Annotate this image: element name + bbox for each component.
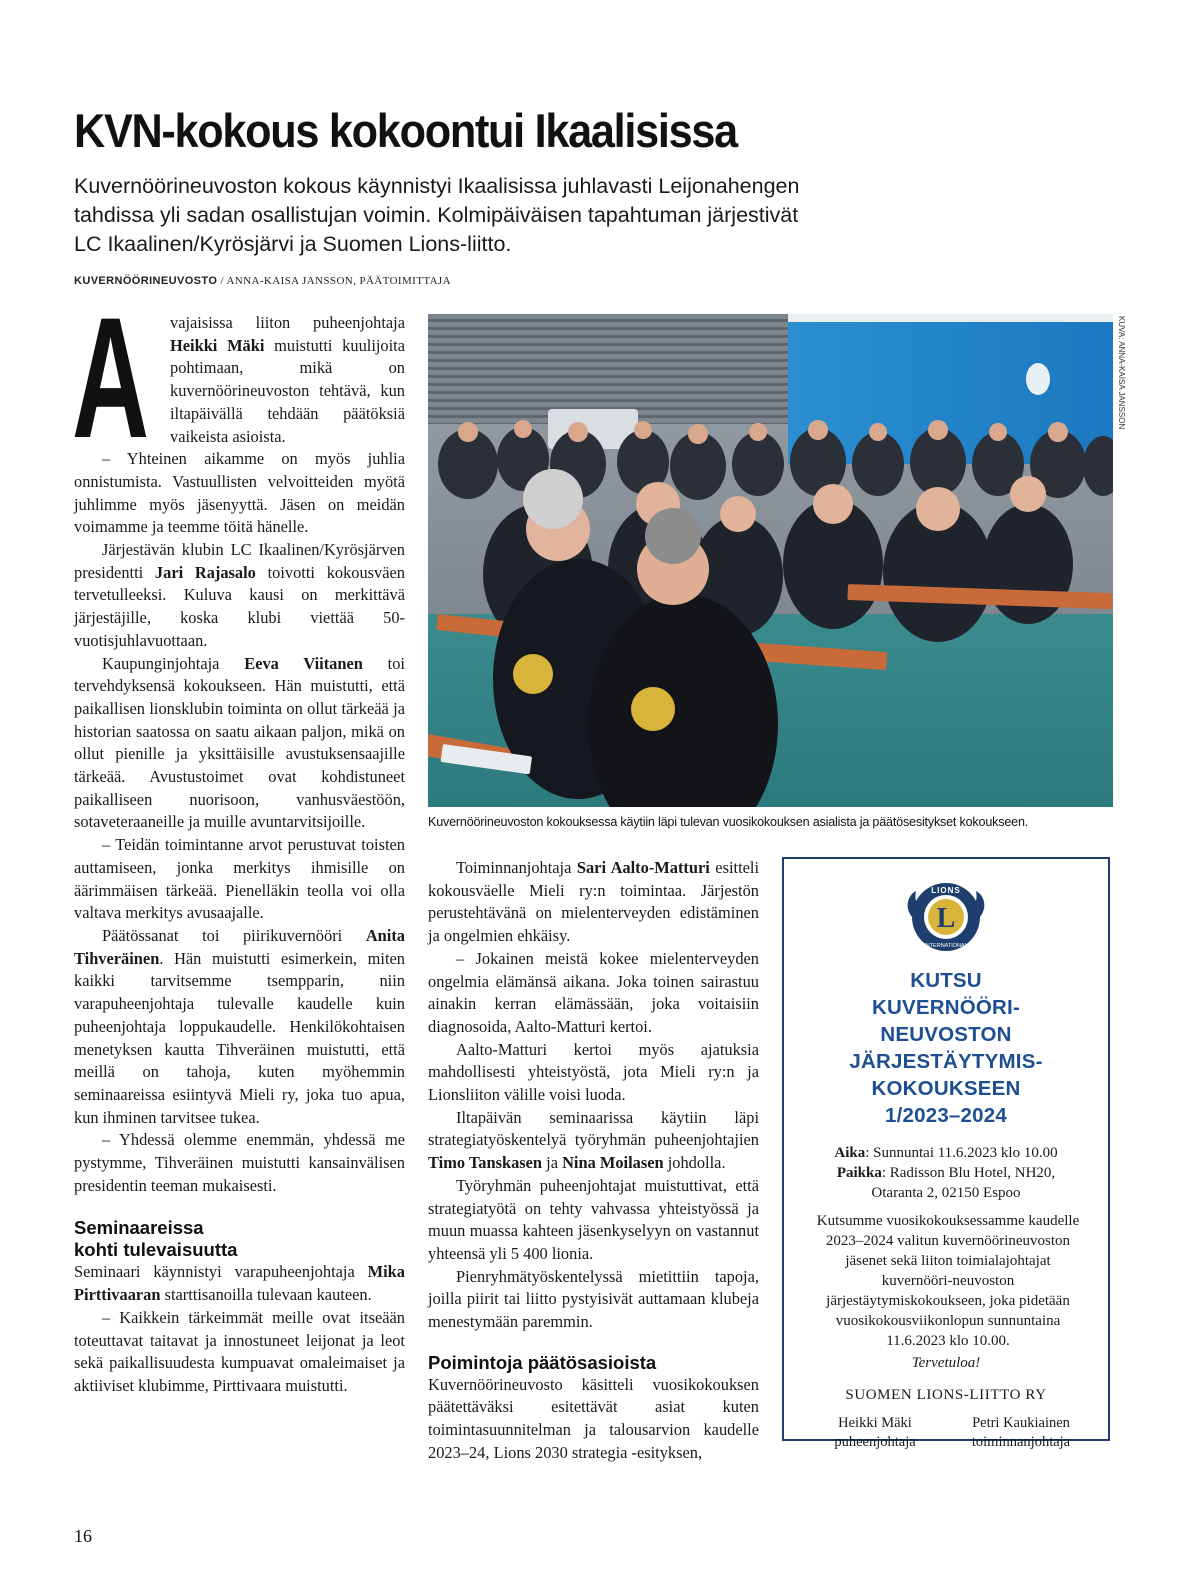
svg-text:INTERNATIONAL: INTERNATIONAL [924, 943, 968, 949]
photo-credit: KUVA: ANNA-KAISA JANSSON [1117, 316, 1126, 430]
paragraph: Kaupunginjohtaja Eeva Viitanen toi tervehdyksensä kokoukseen. Hän muistutti, että paikallisen lionsklubin toiminta on ollut tärkeää ja historian saatossa on saatu aikaan paljon, mikä on ollut pienille ja yksittäisille avustuksensaajille tärkeää. Avustustoimet ovat kohdistuneet paikalliseen nuorisoon, vanhusväestöön, sotaveteraaneille ja muille avuntarvitsijoille. [74, 653, 405, 832]
paragraph: Aalto-Matturi kertoi myös ajatuksia mahdollisesti yhteistyöstä, jota Mieli ry:n ja Lionsliiton välille voisi luoda. [428, 1039, 759, 1105]
paragraph: Pienryhmätyöskentelyssä mietittiin tapoja, joilla piirit tai liitto pystyisivät auttamaan klubeja menestymään paremmin. [428, 1266, 759, 1332]
invitation-box [782, 857, 1110, 1450]
lions-logo-icon [902, 877, 990, 957]
person-name: Mika Pirttivaaran [74, 1262, 405, 1305]
paragraph: Järjestävän klubin LC Ikaalinen/Kyrösjärven presidentti Jari Rajasalo toivotti kokousväen tervetulleeksi. Kuluva kausi on merkittävä järjestäjille, koska klubi viettää 50-vuotisjuhlavuottaan. [74, 540, 405, 650]
paragraph: – Yhteinen aikamme on myös juhlia onnistumista. Vastuullisten velvoitteiden myötä juhlimme myös jäsenyyttä. Jäsen on meidän voimamme ja teemme töitä hänelle. [74, 449, 405, 537]
signer-chair: Heikki Mäki puheenjohtaja [834, 1415, 916, 1450]
byline-author: ANNA-KAISA JANSSON, PÄÄTOIMITTAJA [226, 275, 451, 287]
invitation-details: Aika: Sunnuntai 11.6.2023 klo 10.00 Paikka: Radisson Blu Hotel, NH20, Otaranta 2, 02150 Espoo [834, 1145, 1058, 1201]
paragraph: – Teidän toimintanne arvot perustuvat toisten auttamiseen, jonka merkitys ihmisille on äärimmäisen tärkeää. Pienelläkin teolla voi olla valtava merkitys avusaajalle. [74, 835, 405, 923]
byline-section: KUVERNÖÖRINEUVOSTO [74, 275, 218, 287]
person-name: Sari Aalto-Matturi [576, 858, 710, 877]
svg-text:LIONS: LIONS [931, 886, 961, 895]
person-name: Anita Tihveräinen [74, 925, 405, 968]
subheading: Seminaareissa kohti tulevaisuutta [74, 1217, 238, 1261]
person-name: Heikki Mäki [170, 335, 265, 355]
page-number: 16 [74, 1526, 92, 1546]
photo-caption: Kuvernöörineuvoston kokouksessa käytiin läpi tulevan vuosikokouksen asialista ja päätösesitykset kokoukseen. [428, 815, 1029, 829]
invitation-organization: SUOMEN LIONS-LIITTO RY [845, 1387, 1047, 1403]
person-name: Nina Moilasen [562, 1153, 664, 1173]
article-lead: Kuvernöörineuvoston kokous käynnistyi Ikaalisissa juhlavasti Leijonahengen tahdissa yli sadan osallistujan voimin. Kolmipäiväisen tapahtuman järjestivät LC Ikaalinen/Kyrösjärvi ja Suomen Lions-liitto. [74, 174, 800, 256]
paragraph: – Yhdessä olemme enemmän, yhdessä me pystymme, Tihveräinen muistutti kansainvälisen presidentin teeman mukaisesti. [74, 1130, 405, 1195]
subheading: Poimintoja päätösasioista [428, 1351, 657, 1373]
paragraph: Työryhmän puheenjohtajat muistuttivat, että strategiatyötä on tehty vahvassa yhteistyössä ja muun muassa kahteen jäsenkyselyyn on vastannut yhteensä yli 5 400 lionia. [428, 1175, 759, 1263]
person-name: Jari Rajasalo [154, 562, 256, 582]
person-name: Eeva Viitanen [244, 653, 363, 673]
paragraph: Päätössanat toi piirikuvernööri Anita Tihveräinen. Hän muistutti esimerkein, miten kaikki tarvitsemme tsempparin, niin varapuheenjohtaja tulevalle kaudelle kuin puheenjohtaja loppukaudelle. Henkilökohtaisen menetyksen kautta Tihveräinen muistutti, että meillä on tahoja, kuten myöhemmin seminaareissa esiintyvä Mieli ry, joka tuo apua, kun ihminen tarvitsee tukea. [74, 925, 405, 1127]
paragraph: Kuvernöörineuvosto käsitteli vuosikokouksen päätettäväksi esitettävät asiat kuten toimintasuunnitelman ja talousarvion kaudelle 2023–24, Lions 2030 strategia -esityksen, [428, 1374, 759, 1462]
signer-director: Petri Kaukiainen toiminnanjohtaja [971, 1415, 1071, 1450]
paragraph: vajaisissa liiton puheenjohtaja Heikki Mäki muistutti kuulijoita pohtimaan, mikä on kuvernöörineuvoston tehtävä, kun iltapäivällä tehdään päätöksiä vaikeista asioista. [170, 313, 406, 446]
paragraph: Iltapäivän seminaarissa käytiin läpi strategiatyöskentelyä työryhmän puheenjohtajien Timo Tanskasen ja Nina Moilasen johdolla. [428, 1107, 759, 1173]
byline-separator: / [217, 275, 227, 287]
article-column-1 [72, 282, 406, 1398]
paragraph: – Kaikkein tärkeimmät meille ovat itseään toteuttavat taitavat ja innostuneet leijonat ja leot sekä paikallisuudesta kumpuavat omaleimaiset ja aktiiviset klubimme, Pirttivaara muistutti. [74, 1307, 405, 1395]
article-title: KVN-kokous kokoontui Ikaalisissa [74, 104, 737, 157]
invitation-welcome: Tervetuloa! [911, 1355, 981, 1371]
paragraph: – Jokainen meistä kokee mielenterveyden ongelmia elämänsä aikana. Joka toinen sairastuu ainakin kerran elämässään, joka voitaisiin diagnosoida, Aalto-Matturi kertoi. [428, 948, 759, 1036]
article-column-2 [428, 857, 759, 1465]
paragraph: Seminaari käynnistyi varapuheenjohtaja Mika Pirttivaaran starttisanoilla tulevaan kauteen. [74, 1262, 405, 1305]
meeting-photo [428, 314, 1113, 807]
invitation-body: Kutsumme vuosikokouksessamme kaudelle 2023–2024 valitun kuvernöörineuvoston jäsenet sekä liiton toimialajohtajat kuvernööri-neuvoston järjestäytymiskokoukseen, joka pidetään vuosikokousviikonlopun sunnuntaina 11.6.2023 klo 10.00. [816, 1213, 1080, 1349]
drop-cap: A [72, 282, 150, 474]
paragraph: Toiminnanjohtaja Sari Aalto-Matturi esitteli kokousväelle Mieli ry:n toimintaa. Järjestön perustehtävänä on mielenterveyden edistäminen ja ongelmien ehkäisy. [428, 858, 760, 946]
svg-text:L: L [936, 903, 956, 934]
invitation-title: KUTSU KUVERNÖÖRI- NEUVOSTON JÄRJESTÄYTYMIS- KOKOUKSEEN 1/2023–2024 [849, 969, 1043, 1127]
person-name: Timo Tanskasen [428, 1153, 543, 1173]
